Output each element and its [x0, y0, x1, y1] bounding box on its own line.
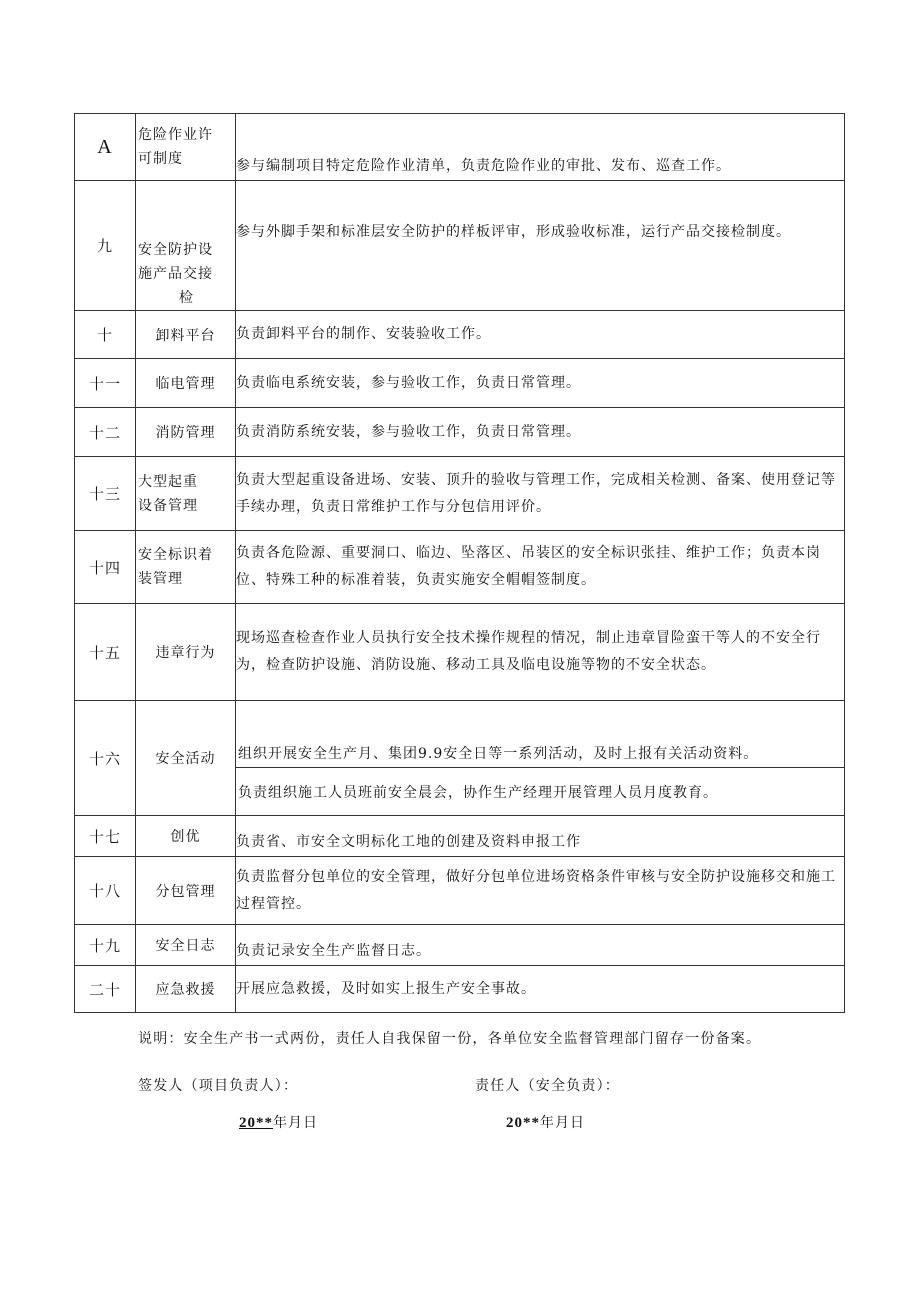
- row-description: 负责大型起重设备进场、安装、顶升的验收与管理工作，完成相关检测、备案、使用登记等手续办理，负责日常维护工作与分包信用评价。: [236, 457, 845, 531]
- row-number: 十: [75, 311, 136, 359]
- row-item: 分包管理: [136, 857, 236, 925]
- row-number: 十七: [75, 816, 136, 857]
- table-row: [75, 816, 845, 857]
- row-item: 大型起重 设备管理: [136, 457, 236, 531]
- activity-line-2: 负责组织施工人员班前安全晨会，协作生产经理开展管理人员月度教育。: [238, 784, 718, 801]
- table-row: [75, 457, 845, 531]
- table-row: [75, 925, 845, 966]
- table-row: [75, 408, 845, 457]
- table-row: [75, 857, 845, 925]
- row-item: 危险作业许 可制度: [136, 114, 236, 181]
- row-description: 参与编制项目特定危险作业清单，负责危险作业的审批、发布、巡查工作。: [236, 114, 845, 181]
- responsibility-table: [74, 113, 845, 1013]
- row-number: 十六: [75, 701, 136, 816]
- row-description: 负责省、市安全文明标化工地的创建及资料申报工作: [236, 816, 845, 857]
- row-description: 现场巡查检查作业人员执行安全技术操作规程的情况，制止违章冒险蛮干等人的不安全行为，检查防护设施、消防设施、移动工具及临电设施等物的不安全状态。: [236, 604, 845, 701]
- activity-line-1: 组织开展安全生产月、集团9.9安全日等一系列活动，及时上报有关活动资料。: [236, 701, 844, 768]
- row-item: 安全防护设 施产品交接 检: [136, 181, 236, 311]
- row-number: 十五: [75, 604, 136, 701]
- row-number: 十九: [75, 925, 136, 966]
- row-description: 负责记录安全生产监督日志。: [236, 925, 845, 966]
- row-number: 十四: [75, 531, 136, 604]
- row-item: 违章行为: [136, 604, 236, 701]
- table-row: [75, 359, 845, 408]
- row-number: 十一: [75, 359, 136, 408]
- row-description: 负责各危险源、重要洞口、临边、坠落区、吊装区的安全标识张挂、维护工作；负责本岗位、特殊工种的标准着装，负责实施安全帽帽签制度。: [236, 531, 845, 604]
- row-item: 消防管理: [136, 408, 236, 457]
- row-number: 十八: [75, 857, 136, 925]
- table-row: [75, 531, 845, 604]
- row-description: 负责临电系统安装，参与验收工作，负责日常管理。: [236, 359, 845, 408]
- row-description: 负责卸料平台的制作、安装验收工作。: [236, 311, 845, 359]
- row-description: 开展应急救援，及时如实上报生产安全事故。: [236, 966, 845, 1013]
- row-number: 十二: [75, 408, 136, 457]
- row-item: 临电管理: [136, 359, 236, 408]
- row-number: 二十: [75, 966, 136, 1013]
- row-description: 负责监督分包单位的安全管理，做好分包单位进场资格条件审核与安全防护设施移交和施工过程管控。: [236, 857, 845, 925]
- row-description: [236, 701, 845, 816]
- row-number: 十三: [75, 457, 136, 531]
- table-row: [75, 604, 845, 701]
- row-description: 参与外脚手架和标准层安全防护的样板评审，形成验收标准，运行产品交接检制度。: [236, 181, 845, 311]
- row-item: 创优: [136, 816, 236, 857]
- row-item: 安全活动: [136, 701, 236, 816]
- row-item: 安全日志: [136, 925, 236, 966]
- table-row: [75, 114, 845, 181]
- responsible-signature-label: 责任人（安全负责）：: [475, 1078, 620, 1094]
- table-row: [75, 181, 845, 311]
- row-number: 九: [75, 181, 136, 311]
- row-number: A: [75, 114, 136, 181]
- note-text: 说明：安全生产书一式两份，责任人自我保留一份，各单位安全监督管理部门留存一份备案。: [138, 1031, 762, 1047]
- responsible-date: 20**年月日: [506, 1115, 585, 1131]
- issuer-signature-label: 签发人（项目负责人）：: [138, 1078, 299, 1094]
- table-row: [75, 311, 845, 359]
- table-row: [75, 966, 845, 1013]
- table-row: [75, 701, 845, 816]
- row-item: 卸料平台: [136, 311, 236, 359]
- issuer-date: 20**年月日: [239, 1115, 318, 1131]
- row-item: 安全标识着 装管理: [136, 531, 236, 604]
- row-item: 应急救援: [136, 966, 236, 1013]
- row-description: 负责消防系统安装，参与验收工作，负责日常管理。: [236, 408, 845, 457]
